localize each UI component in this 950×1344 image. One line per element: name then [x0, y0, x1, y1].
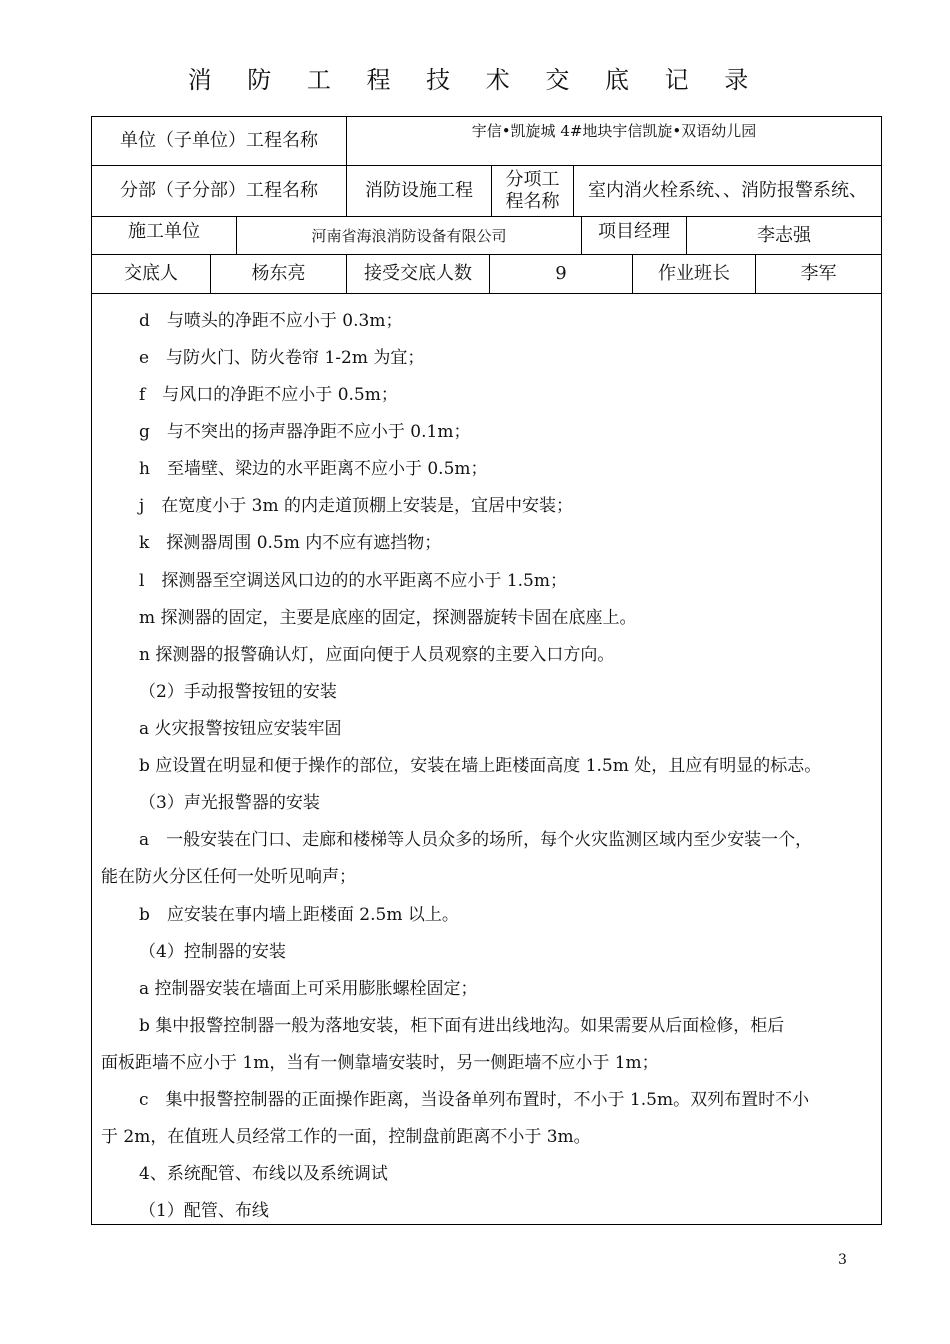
content-line: （4）控制器的安装	[139, 942, 286, 962]
content-line: a 控制器安装在墙面上可采用膨胀螺栓固定；	[139, 979, 478, 999]
content-line: m 探测器的固定，主要是底座的固定，探测器旋转卡固在底座上。	[139, 608, 637, 628]
receivers-label: 接受交底人数	[346, 255, 489, 293]
division-label: 分部（子分部）工程名称	[120, 180, 318, 201]
content-line: n 探测器的报警确认灯，应面向便于人员观察的主要入口方向。	[139, 645, 615, 665]
content-line: f 与风口的净距不应小于 0.5m；	[139, 385, 398, 405]
content-line: l 探测器至空调送风口边的的水平距离不应小于 1.5m；	[139, 571, 567, 591]
content-line: a 一般安装在门口、走廊和楼梯等人员众多的场所，每个火灾监测区域内至少安装一个，	[139, 830, 813, 850]
division-value: 消防设施工程	[346, 166, 491, 216]
content-line: e 与防火门、防火卷帘 1-2m 为宜；	[139, 348, 425, 368]
content-line: 4、系统配管、布线以及系统调试	[139, 1164, 388, 1184]
receivers-value: 9	[489, 255, 632, 293]
contractor-value: 河南省海浪消防设备有限公司	[236, 217, 581, 254]
row-project	[92, 117, 881, 166]
disclosure-table	[91, 116, 882, 1225]
page-number: 3	[838, 1252, 847, 1268]
content-line: g 与不突出的扬声器净距不应小于 0.1m；	[139, 422, 471, 442]
pm-value: 李志强	[686, 217, 881, 254]
content-line: c 集中报警控制器的正面操作距离，当设备单列布置时，不小于 1.5m。双列布置时不小	[139, 1090, 810, 1110]
row-contractor	[92, 217, 881, 255]
foreman-label: 作业班长	[632, 255, 755, 293]
pm-label: 项目经理	[581, 217, 686, 254]
content-line: d 与喷头的净距不应小于 0.3m；	[139, 311, 403, 331]
content-line: k 探测器周围 0.5m 内不应有遮挡物；	[139, 533, 442, 553]
content-line: 面板距墙不应小于 1m，当有一侧靠墙安装时，另一侧距墙不应小于 1m；	[101, 1053, 659, 1073]
discloser-value: 杨东亮	[210, 255, 346, 293]
content-line: 于 2m，在值班人员经常工作的一面，控制盘前距离不小于 3m。	[101, 1127, 591, 1147]
document-title: 消 防 工 程 技 术 交 底 记 录	[187, 66, 763, 94]
content-line: h 至墙壁、梁边的水平距离不应小于 0.5m；	[139, 459, 488, 479]
content-line: j 在宽度小于 3m 的内走道顶棚上安装是，宜居中安装；	[139, 496, 574, 516]
content-line: a 火灾报警按钮应安装牢固	[139, 719, 342, 739]
project-value: 宇信•凯旋城 4#地块宇信凯旋•双语幼儿园	[346, 117, 881, 165]
content-line: （1）配管、布线	[139, 1201, 269, 1221]
content-line: （2）手动报警按钮的安装	[139, 682, 337, 702]
project-label: 单位（子单位）工程名称	[120, 130, 318, 151]
subitem-label: 分项工程名称	[491, 166, 573, 216]
content-line: （3）声光报警器的安装	[139, 793, 320, 813]
discloser-label: 交底人	[124, 263, 178, 284]
subitem-value: 室内消火栓系统、、消防报警系统、	[573, 166, 881, 216]
row-discloser	[92, 255, 881, 294]
row-division	[92, 166, 881, 217]
content-line: 能在防火分区任何一处听见响声；	[101, 867, 356, 887]
content-line: b 应设置在明显和便于操作的部位，安装在墙上距楼面高度 1.5m 处，且应有明显的标志。	[139, 756, 822, 776]
contractor-label: 施工单位	[128, 221, 200, 242]
content-line: b 集中报警控制器一般为落地安装，柜下面有进出线地沟。如果需要从后面检修，柜后	[139, 1016, 785, 1036]
content-line: b 应安装在事内墙上距楼面 2.5m 以上。	[139, 905, 459, 925]
foreman-value: 李军	[755, 255, 881, 293]
